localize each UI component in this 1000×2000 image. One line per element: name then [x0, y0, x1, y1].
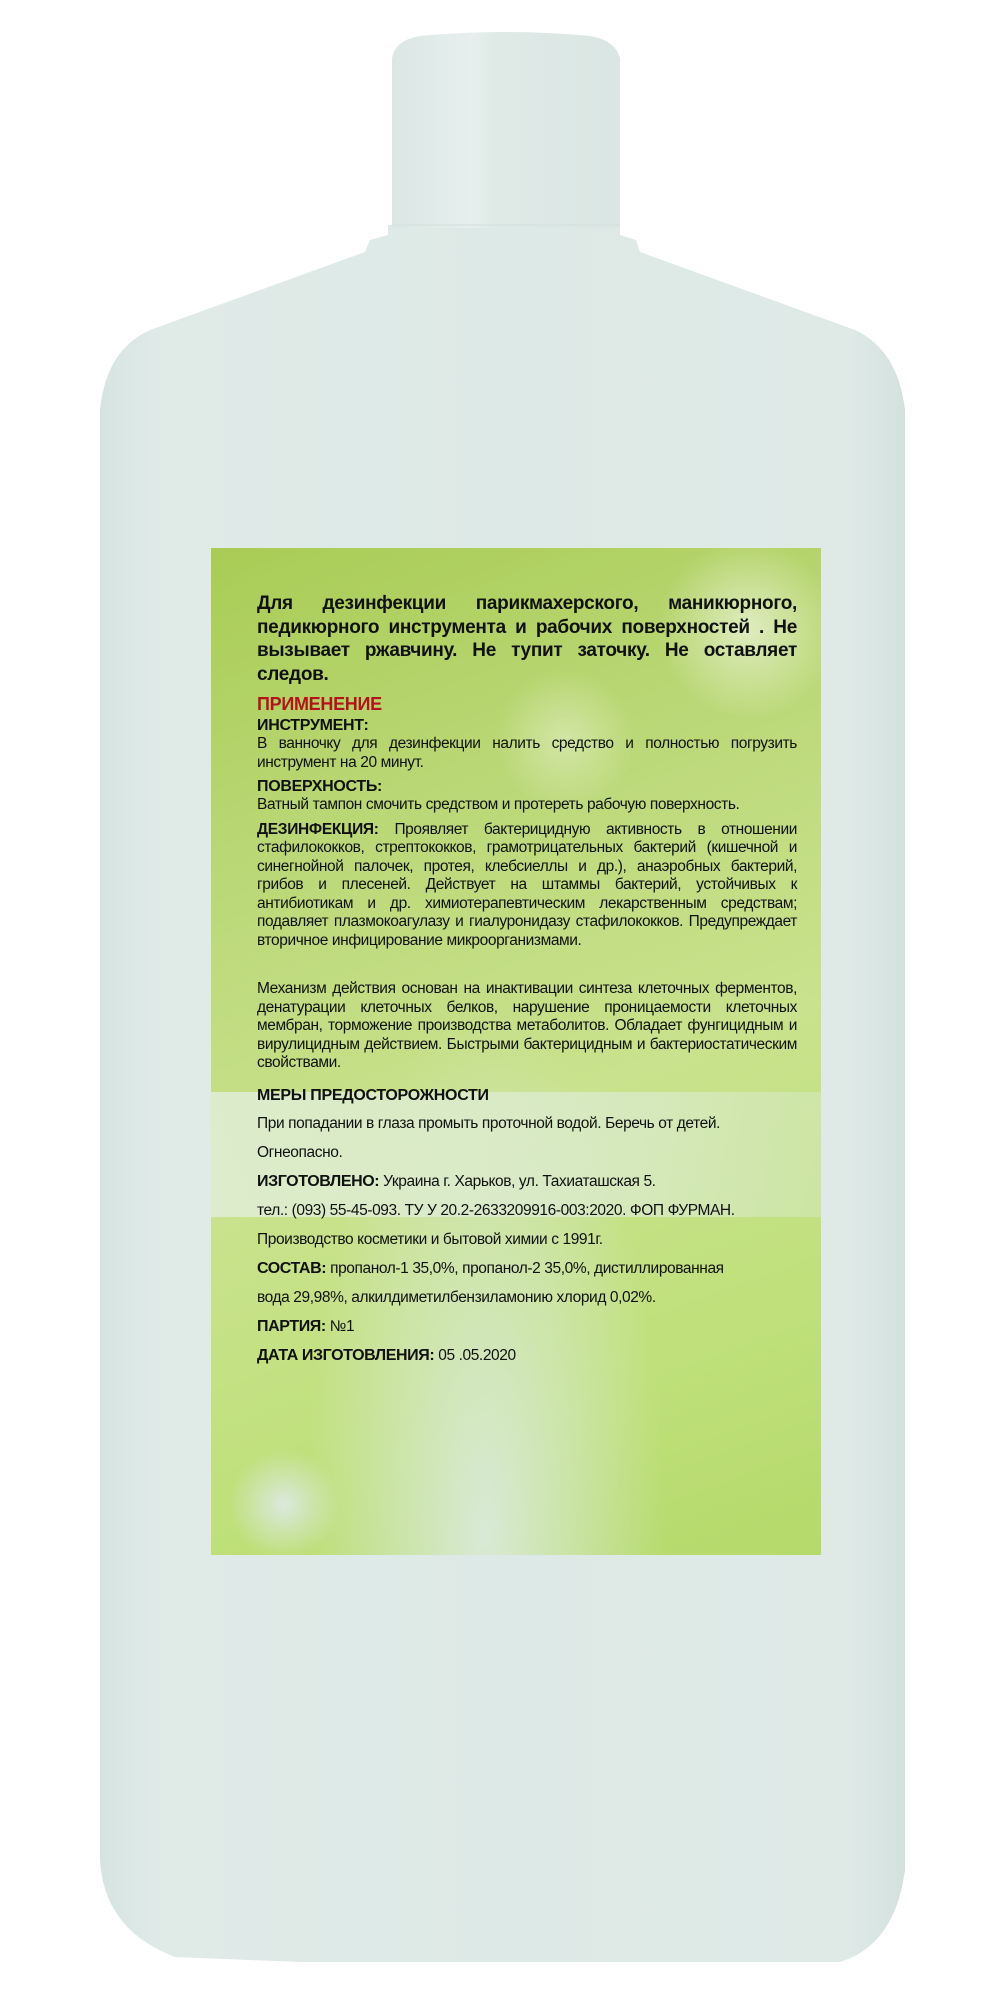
precautions-title: МЕРЫ ПРЕДОСТОРОЖНОСТИ: [257, 1086, 489, 1104]
instrument-text: В ванночку для дезинфекции налить средство и полностью погрузить инструмент на 20 минут.: [257, 735, 797, 771]
application-title: ПРИМЕНЕНИЕ: [257, 694, 382, 714]
bottle-cap: [392, 32, 620, 228]
disinfection-title: ДЕЗИНФЕКЦИЯ:: [257, 820, 379, 838]
surface-title: ПОВЕРХНОСТЬ:: [257, 778, 383, 795]
instrument-title: ИНСТРУМЕНТ:: [257, 717, 369, 734]
precautions-line-1: При попадании в глаза промыть проточной водой. Беречь от детей.: [257, 1114, 721, 1132]
manufacturer-line: [257, 1167, 797, 1196]
manufacturer-address: Украина г. Харьков, ул. Тахиаташская 5.: [383, 1172, 656, 1190]
date-title: ДАТА ИЗГОТОВЛЕНИЯ:: [257, 1346, 435, 1364]
batch-line: [257, 1312, 797, 1341]
disinfection-text: Проявляет бактерицидную активность в отношении стафилококков, стрептококков, грамотрицательных бактерий (кишечной и синегнойной палочек, протея, клебсиеллы и др.), анаэробных бактерий, грибов и плесеней. Действует на штаммы бактерий, устойчивых к антибиотикам и др. химиотерапевтическим лекарственным средствам; подавляет плазмокоагулазу и гиалуронидазу стафилококков. Предупреждает вторичное инфицирование микроорганизмами.: [257, 820, 797, 949]
intro-text: Для дезинфекции парикмахерского, маникюрного, педикюрного инструмента и рабочих поверхностей . Не вызывает ржавчину. Не тупит заточку. Не оставляет следов.: [257, 593, 797, 685]
composition-line-1: [257, 1254, 797, 1283]
product-label: [211, 548, 821, 1555]
batch-title: ПАРТИЯ:: [257, 1317, 326, 1335]
mechanism-text: Механизм действия основан на инактивации синтеза клеточных ферментов, денатурации клеточных белков, нарушение проницаемости клеточных мембран, торможение производства метаболитов. Обладает фунгицидным и вирулицидным действием. Быстрыми бактерицидным и бактериостатическим свойствами.: [257, 980, 797, 1071]
composition-line-2: вода 29,98%, алкилдиметилбензиламонию хлорид 0,02%.: [257, 1288, 656, 1306]
composition-text-1: пропанол-1 35,0%, пропанол-2 35,0%, дистиллированная: [330, 1259, 724, 1277]
precautions-line-2: Огнеопасно.: [257, 1143, 343, 1161]
batch-value: №1: [329, 1317, 355, 1335]
date-value: 05 .05.2020: [438, 1346, 516, 1364]
composition-title: СОСТАВ:: [257, 1259, 327, 1277]
surface-text: Ватный тампон смочить средством и протереть рабочую поверхность.: [257, 796, 740, 813]
date-line: [257, 1341, 797, 1370]
manufacturer-contact: тел.: (093) 55-45-093. ТУ У 20.2-2633209916-003:2020. ФОП ФУРМАН.: [257, 1201, 735, 1219]
manufacturer-since: Производство косметики и бытовой химии с 1991г.: [257, 1230, 603, 1248]
manufacturer-title: ИЗГОТОВЛЕНО:: [257, 1172, 380, 1190]
disinfection-paragraph: [257, 821, 797, 951]
